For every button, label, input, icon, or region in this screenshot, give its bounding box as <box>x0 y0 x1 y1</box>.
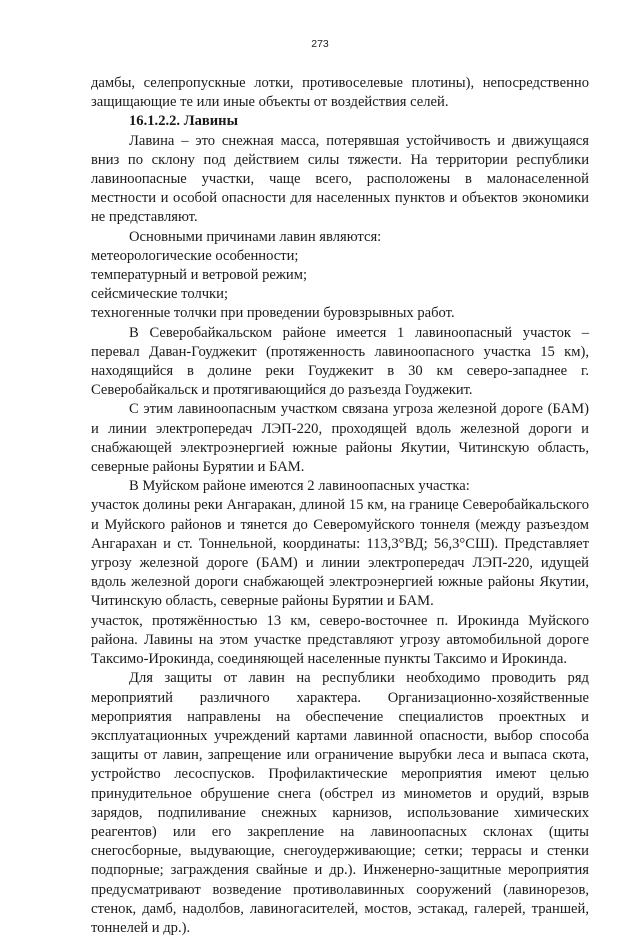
site-item-angarakan: участок долины реки Ангаракан, длиной 15 км, на границе Северобайкальского и Муйского районов и тянется до Северомуйского тоннеля (между разъездом Ангарахан и ст. Тоннельной, координаты: 113,3°ВД; 56,3°СШ). Представляет угрозу железной дороге (БАМ) и линии электропередач ЛЭП-220, идущей вдоль железной дороги снабжающей электроэнергией южные районы Якутии, Читинскую область, северные районы Бурятии и БАМ. <box>91 497 589 610</box>
paragraph-muisky-intro: В Муйском районе имеются 2 лавиноопасных участка: <box>129 478 470 495</box>
section-heading: 16.1.2.2. Лавины <box>129 113 238 130</box>
paragraph-causes-intro: Основными причинами лавин являются: <box>129 228 382 245</box>
paragraph-severobaikalsk: В Северобайкальском районе имеется 1 лавиноопасный участок – перевал Даван-Гоуджекит (протяженность лавиноопасного участка 15 км), находящийся в долине реки Гоуджекит в 30 км северо-западнее г. Северобайкальск и протягивающийся до разъезда Гоуджекит. <box>91 324 589 399</box>
paragraph-threat: С этим лавиноопасным участком связана угроза железной дороге (БАМ) и линии электропередач ЛЭП-220, проходящей вдоль железной дороги и снабжающей электроэнергией южные районы Якутии, Читинскую область, северные районы Бурятии и БАМ. <box>91 401 589 476</box>
cause-item: температурный и ветровой режим; <box>91 267 308 284</box>
body-text <box>91 74 589 938</box>
cause-item: техногенные толчки при проведении буровзрывных работ. <box>91 305 455 322</box>
paragraph-protection: Для защиты от лавин на республики необходимо проводить ряд мероприятий различного характера. Организационно-хозяйственные мероприятия направлены на обеспечение специалистов проектных и эксплуатационных учреждений картами лавинной опасности, выбор способа защиты от лавин, запрещение или ограничение вырубки леса и выпаса скота, устройство лесоспусков. Профилактические мероприятия имеют целью принудительное обрушение снега (обстрел из минометов и орудий, взрыв зарядов, подпиливание снежных карнизов, использование химических реагентов) или его закрепление на лавиноопасных склонах (щиты снегосборные, выдувающие, снегоудерживающие; сетки; террасы и стенки подпорные; заграждения свайные и др.). Инженерно-защитные мероприятия предусматривают возведение противолавинных сооружений (лавинорезов, стенок, дамб, надолбов, лавиногасителей, мостов, эстакад, галерей, траншей, тоннелей и др.). <box>91 670 589 936</box>
paragraph-continuation: дамбы, селепропускные лотки, противоселевые плотины), непосредственно защищающие те или иные объекты от воздействия селей. <box>91 75 589 111</box>
cause-item: метеорологические особенности; <box>91 247 299 264</box>
page-number: 273 <box>311 38 329 50</box>
paragraph-definition: Лавина – это снежная масса, потерявшая устойчивость и движущаяся вниз по склону под действием силы тяжести. На территории республики лавиноопасные участки, чаще всего, расположены в малонаселенной местности и особой опасности для населенных пунктов и объектов экономики не представляют. <box>91 132 589 226</box>
site-item-irokinda: участок, протяжённостью 13 км, северо-восточнее п. Ирокинда Муйского района. Лавины на этом участке представляют угрозу автомобильной дороге Таксимо-Ирокинда, соединяющей населенные пункты Таксимо и Ирокинда. <box>91 612 589 668</box>
cause-item: сейсмические толчки; <box>91 286 229 303</box>
